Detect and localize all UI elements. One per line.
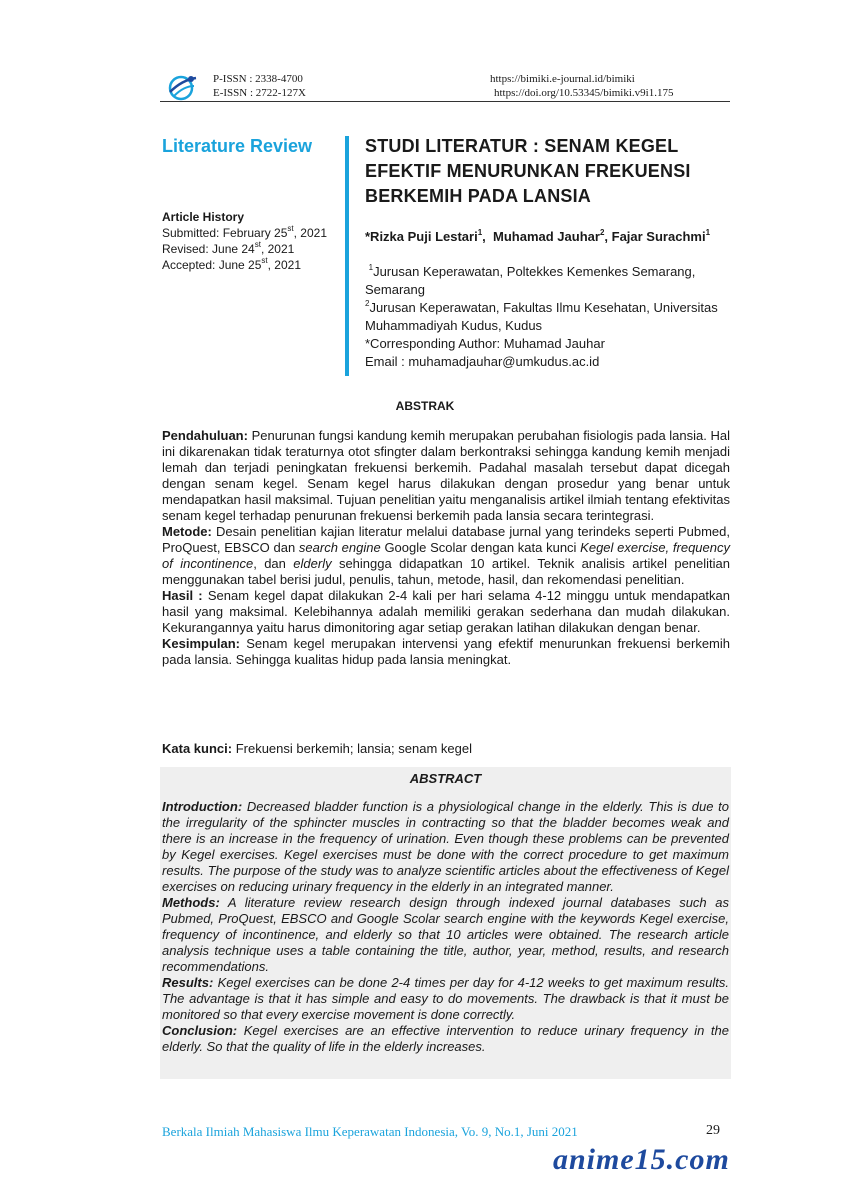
affiliations bbox=[365, 263, 735, 371]
author-2: Muhamad Jauhar bbox=[493, 229, 600, 244]
affiliation-1: $^1$Jurusan Keperawatan, Poltekkes Kemenkes Semarang, Semarang bbox=[365, 262, 696, 297]
abstrak-result: Hasil : Senam kegel dapat dilakukan 2-4 kali per hari selama 4-12 minggu untuk mendapatkan hasil yang maksimal. Kelebihannya adalah memiliki gerakan sederhana dan mudah dilakukan. Kekurangannya yaitu harus dimonitoring agar setiap gerakan latihan dilakukan dengan benar. bbox=[162, 588, 731, 635]
journal-url-link[interactable]: https://bimiki.e-journal.id/bimiki bbox=[490, 73, 635, 85]
header-divider bbox=[160, 101, 730, 102]
issn-block bbox=[213, 72, 306, 100]
abstrak-heading: ABSTRAK bbox=[395, 399, 455, 413]
history-heading: Article History bbox=[162, 210, 245, 224]
keywords: Kata kunci: Frekuensi berkemih; lansia; senam kegel bbox=[162, 741, 472, 756]
email[interactable]: Email : muhamadjauhar@umkudus.ac.id bbox=[365, 354, 600, 369]
author-3: Fajar Surachmi bbox=[611, 229, 706, 244]
accent-divider bbox=[345, 136, 349, 376]
abstract-result: Results: Kegel exercises can be done 2-4 times per day for 4-12 weeks to get maximum results. The advantage is that it has simple and easy to do movements. The drawback is that it must be monitored so that every exercise movement is done correctly. bbox=[162, 975, 729, 1022]
section-label: Literature Review bbox=[162, 136, 313, 156]
abstract-method: Methods: A literature review research design through indexed journal databases such as Pubmed, ProQuest, EBSCO and Google Scolar search engine with the keywords Kegel exercise, frequency of incontinence, and elderly so that 10 articles were obtained. The research article analysis technique uses a table containing the title, author, year, method, results, and research recommendations. bbox=[162, 895, 729, 974]
eissn: E-ISSN : 2722-127X bbox=[213, 87, 306, 99]
article-history bbox=[162, 209, 327, 273]
affiliation-2: $^2$Jurusan Keperawatan, Fakultas Ilmu Kesehatan, Universitas Muhammadiyah Kudus, Kudus bbox=[365, 298, 718, 333]
pissn: P-ISSN : 2338-4700 bbox=[213, 73, 303, 85]
abstrak-method: Metode: Desain penelitian kajian literatur melalui database jurnal yang terindeks seperti Pubmed, ProQuest, EBSCO dan search engine Google Scolar dengan kata kunci Kegel exercise, frequency of incontinence, dan elderly sehingga didapatkan 10 artikel. Teknik analisis artikel penelitian menggunakan tabel berisi judul, penulis, tahun, metode, hasil, dan rekomendasi penelitian. bbox=[162, 524, 731, 587]
abstrak-body bbox=[162, 428, 730, 668]
url-block bbox=[490, 72, 673, 100]
submitted-date: Submitted: February 25st, 2021 bbox=[162, 224, 328, 240]
abstract-heading: ABSTRACT bbox=[409, 771, 482, 786]
author-1: *Rizka Puji Lestari bbox=[365, 229, 478, 244]
accepted-date: Accepted: June 25st, 2021 bbox=[162, 256, 302, 272]
page-number: 29 bbox=[706, 1123, 720, 1138]
abstract-body bbox=[162, 799, 729, 1055]
footer-journal: Berkala Ilmiah Mahasiswa Ilmu Keperawatan Indonesia, Vo. 9, No.1, Juni 2021 bbox=[162, 1124, 578, 1139]
revised-date: Revised: June 24st, 2021 bbox=[162, 240, 295, 256]
abstrak-conclusion: Kesimpulan: Senam kegel merupakan intervensi yang efektif menurunkan frekuensi berkemih pada lansia. Sehingga kualitas hidup pada lansia meningkat. bbox=[162, 636, 730, 667]
corresponding-author: *Corresponding Author: Muhamad Jauhar bbox=[365, 336, 605, 351]
author-list: *Rizka Puji Lestari$^1$, Muhamad Jauhar$^2$, Fajar Surachmi$^1$ bbox=[365, 227, 711, 244]
abstract-conclusion: Conclusion: Kegel exercises are an effective intervention to reduce urinary frequency in the elderly. So that the quality of life in the elderly increases. bbox=[162, 1023, 729, 1054]
doi-link[interactable]: https://doi.org/10.53345/bimiki.v9i1.175 bbox=[494, 87, 674, 99]
watermark: anime15.com bbox=[553, 1143, 730, 1176]
abstrak-intro: Pendahuluan: Penurunan fungsi kandung kemih merupakan perubahan fisiologis pada lansia. Hal ini dikarenakan tidak teraturnya otot sfingter dalam berkontraksi sehingga kandung kemih menjadi lemah dan terjadi peningkatan frekuensi berkemih. Padahal masalah tersebut dapat dicegah dengan senam kegel. Senam kegel harus dilakukan dengan prosedur yang benar untuk mendapatkan hasil maksimal. Tujuan penelitian yaitu menganalisis artikel ilmiah tentang efektivitas senam kegel terhadap penurunan frekuensi berkemih pada lansia secara terintegrasi. bbox=[162, 428, 730, 523]
article-title: STUDI LITERATUR : SENAM KEGEL EFEKTIF MENURUNKAN FREKUENSI BERKEMIH PADA LANSIA bbox=[365, 136, 691, 206]
abstract-intro: Introduction: Decreased bladder function is a physiological change in the elderly. This is due to the irregularity of the sphincter muscles in contracting so that the bladder becomes weak and there is an increase in the frequency of urination. Even though these problems can be prevented by Kegel exercises. Kegel exercises must be done with the correct procedure to get maximum results. The purpose of the study was to analyze scientific articles about the effectiveness of Kegel exercises on reducing urinary frequency in the elderly in an integrated manner. bbox=[162, 799, 729, 894]
